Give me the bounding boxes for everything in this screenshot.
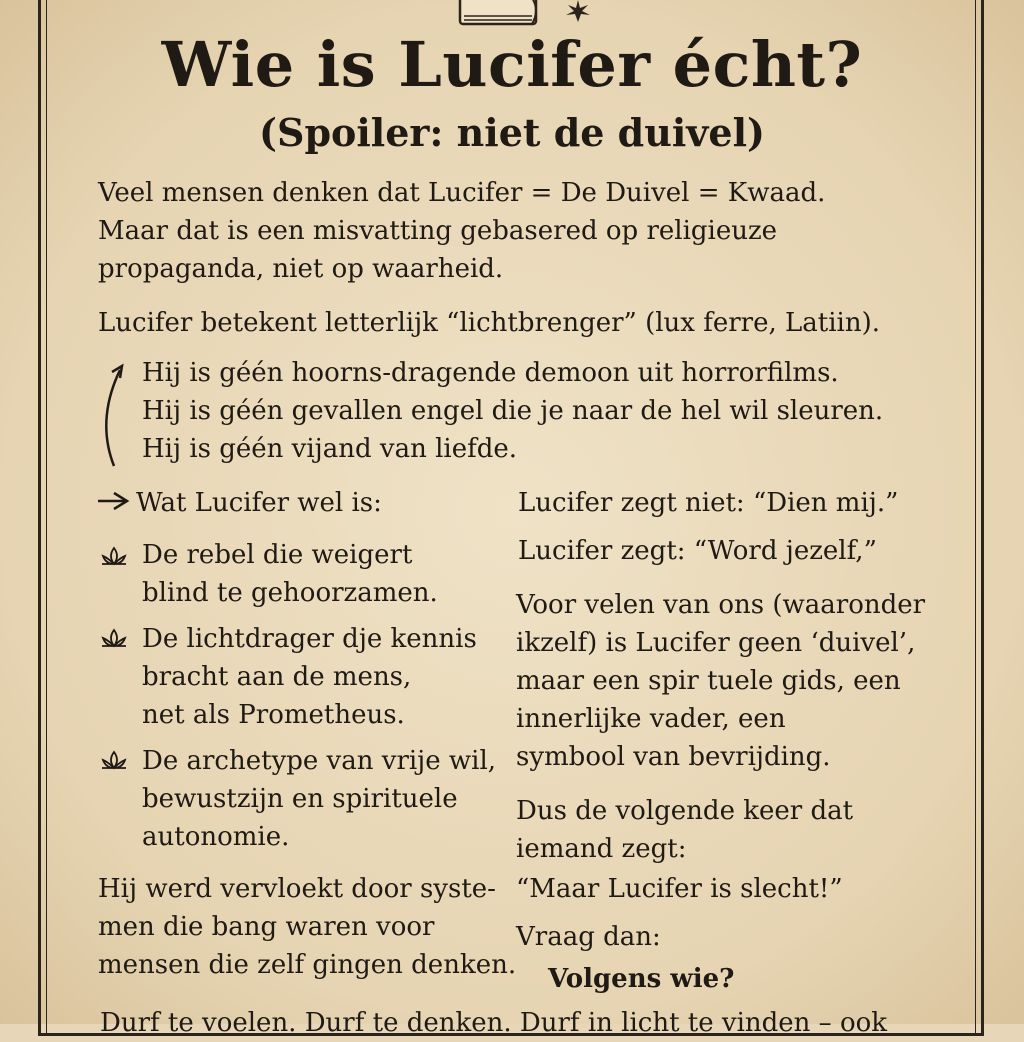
- wel-item-line: bewustzijn en spirituele: [142, 784, 458, 814]
- next-time-line: Dus de volgende keer dat: [516, 796, 854, 826]
- ask-line: Vraag dan:: [516, 922, 661, 952]
- right-paragraph-line: maar een spir tuele gids, een: [516, 666, 901, 696]
- right-paragraph-line: ikzelf) is Lucifer geen ‘duivel’,: [516, 628, 916, 658]
- intro-line: Veel mensen denken dat Lucifer = De Duivel = Kwaad.: [98, 178, 826, 208]
- objection-quote: “Maar Lucifer is slecht!”: [516, 874, 843, 904]
- negation-item: Hij is géén vijand van liefde.: [142, 434, 518, 464]
- closing-line: Hij werd vervloekt door syste-: [98, 874, 496, 904]
- wel-item-line: autonomie.: [142, 822, 290, 852]
- page-subtitle: (Spoiler: niet de duivel): [259, 110, 765, 155]
- wel-item-line: net als Prometheus.: [142, 700, 405, 730]
- negation-item: Hij is géén gevallen engel die je naar de hel wil sleuren.: [142, 396, 884, 426]
- star-icon: [562, 0, 594, 22]
- wel-item-line: De archetype van vrije wil,: [142, 746, 497, 776]
- left-column-heading: Wat Lucifer wel is:: [136, 488, 382, 518]
- negation-item: Hij is géén hoorns-dragende demoon uit horrorfilms.: [142, 358, 839, 388]
- footer-line: Durf te voelen. Durf te denken. Durf in licht te vinden – ook: [100, 1008, 888, 1038]
- book-icon: [456, 0, 542, 28]
- next-time-line: iemand zegt:: [516, 834, 687, 864]
- quote-word: Lucifer zegt: “Word jezelf,”: [518, 536, 877, 566]
- right-paragraph-line: symbool van bevrijding.: [516, 742, 831, 772]
- intro-line: propaganda, niet op waarheid.: [98, 254, 504, 284]
- right-paragraph-line: innerlijke vader, een: [516, 704, 786, 734]
- wel-item-line: blind te gehoorzamen.: [142, 578, 438, 608]
- lotus-bullet-icon: [100, 546, 128, 566]
- wel-item-line: bracht aan de mens,: [142, 662, 412, 692]
- intro-line: Maar dat is een misvatting gebasered op religieuze: [98, 216, 778, 246]
- closing-line: mensen die zelf gingen denken.: [98, 950, 517, 980]
- lotus-bullet-icon: [100, 628, 128, 648]
- lotus-bullet-icon: [100, 750, 128, 770]
- answer-line: Volgens wie?: [548, 964, 735, 994]
- quote-dien: Lucifer zegt niet: “Dien mij.”: [518, 488, 899, 518]
- curved-arrow-icon: [94, 360, 130, 470]
- page-title: Wie is Lucifer écht?: [161, 28, 863, 101]
- wel-item-line: De rebel die weigert: [142, 540, 413, 570]
- right-arrow-icon: [96, 490, 130, 512]
- wel-item-line: De lichtdrager dje kennis: [142, 624, 477, 654]
- closing-line: men die bang waren voor: [98, 912, 435, 942]
- meaning-line: Lucifer betekent letterlijk “lichtbrenger” (lux ferre, Latiin).: [98, 308, 880, 338]
- right-paragraph-line: Voor velen van ons (waaronder: [516, 590, 926, 620]
